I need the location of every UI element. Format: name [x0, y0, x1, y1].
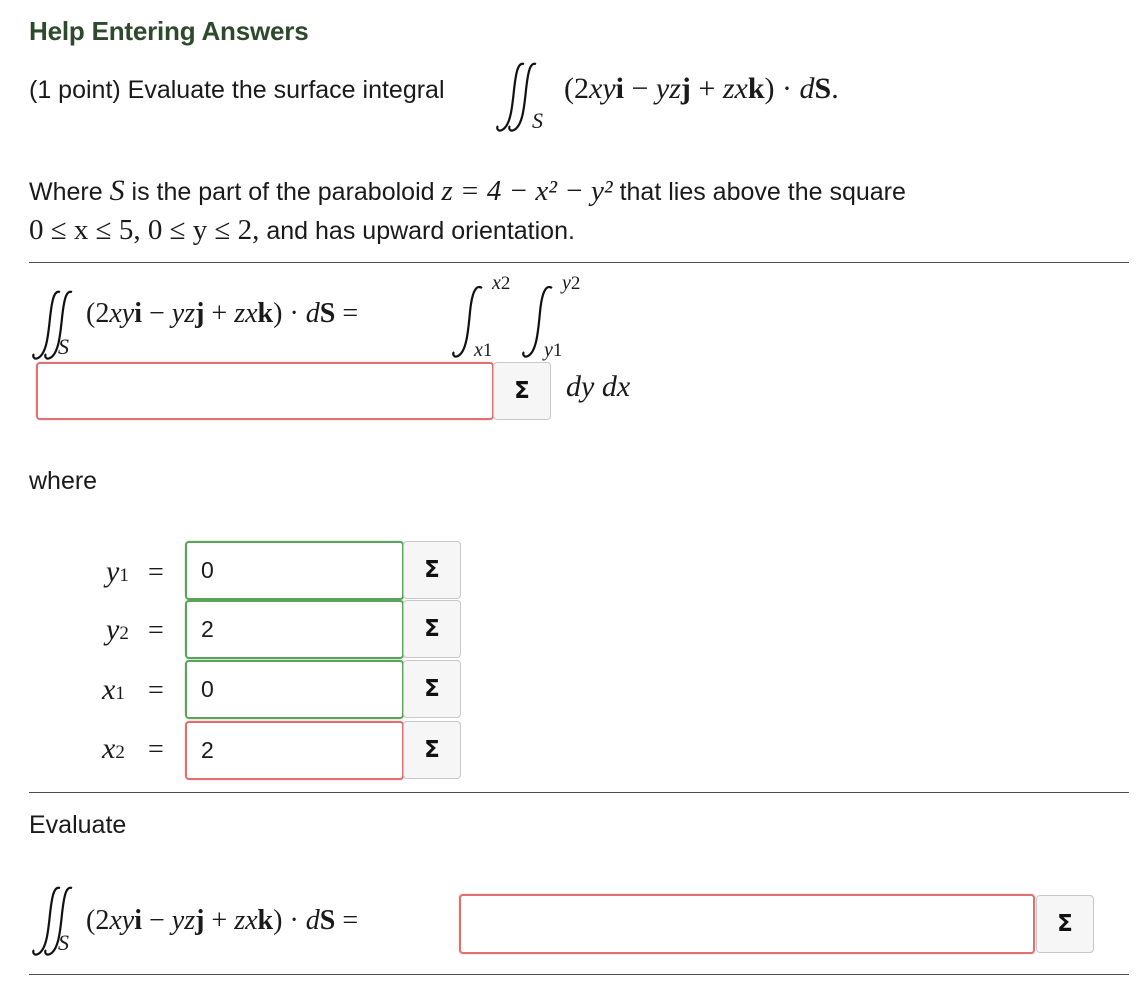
bound-label-x1: x1 [102, 673, 125, 706]
where-description: Where S is the part of the paraboloid z = 4 − x² − y² that lies above the square [29, 174, 906, 207]
lower-limit-y: y1 [544, 339, 563, 361]
upper-limit-x: x2 [492, 272, 511, 294]
help-entering-answers-link[interactable]: Help Entering Answers [29, 16, 309, 46]
equation-editor-button-evaluate[interactable]: Σ [1036, 895, 1094, 953]
evaluate-integrand-expression: (2xyi − yzj + zxk) · dS = [86, 905, 359, 936]
equals-sign-y2: = [148, 615, 164, 646]
equation-editor-button-x2[interactable]: Σ [403, 721, 461, 779]
divider-1 [29, 262, 1129, 263]
bound-input-y2[interactable] [185, 600, 404, 659]
equals-sign-x1: = [148, 675, 164, 706]
evaluate-label: Evaluate [29, 811, 127, 839]
square-bounds-line: 0 ≤ x ≤ 5, 0 ≤ y ≤ 2, and has upward orientation. [29, 214, 575, 246]
integrand-expression: (2xyi − yzj + zxk) · dS. [564, 72, 839, 105]
setup-integrand-expression: (2xyi − yzj + zxk) · dS = [86, 298, 359, 329]
surface-integral-symbol [494, 60, 556, 141]
equation-editor-button-x1[interactable]: Σ [403, 660, 461, 718]
where-label: where [29, 467, 98, 495]
divider-3 [29, 974, 1129, 975]
equation-editor-button-y1[interactable]: Σ [403, 541, 461, 599]
equals-sign-y1: = [148, 557, 164, 588]
bound-label-y1: y1 [106, 555, 129, 588]
bound-input-x1[interactable] [185, 660, 404, 719]
bound-input-y1[interactable] [185, 541, 404, 600]
region-s-label-3: S [58, 930, 69, 955]
problem-intro: (1 point) Evaluate the surface integral [29, 76, 445, 104]
evaluate-answer-input[interactable] [459, 894, 1035, 954]
equation-editor-button-integrand[interactable]: Σ [493, 362, 551, 420]
integrand-input[interactable] [36, 362, 494, 420]
bound-input-x2[interactable] [185, 721, 404, 780]
region-s-label-2: S [58, 334, 69, 359]
bound-label-y2: y2 [106, 613, 129, 646]
region-s-label: S [532, 108, 543, 133]
bound-label-x2: x2 [102, 732, 125, 765]
equation-editor-button-y2[interactable]: Σ [403, 600, 461, 658]
divider-2 [29, 792, 1129, 793]
equals-sign-x2: = [148, 734, 164, 765]
lower-limit-x: x1 [474, 339, 493, 361]
upper-limit-y: y2 [562, 272, 581, 294]
differentials-label: dy dx [566, 370, 631, 403]
